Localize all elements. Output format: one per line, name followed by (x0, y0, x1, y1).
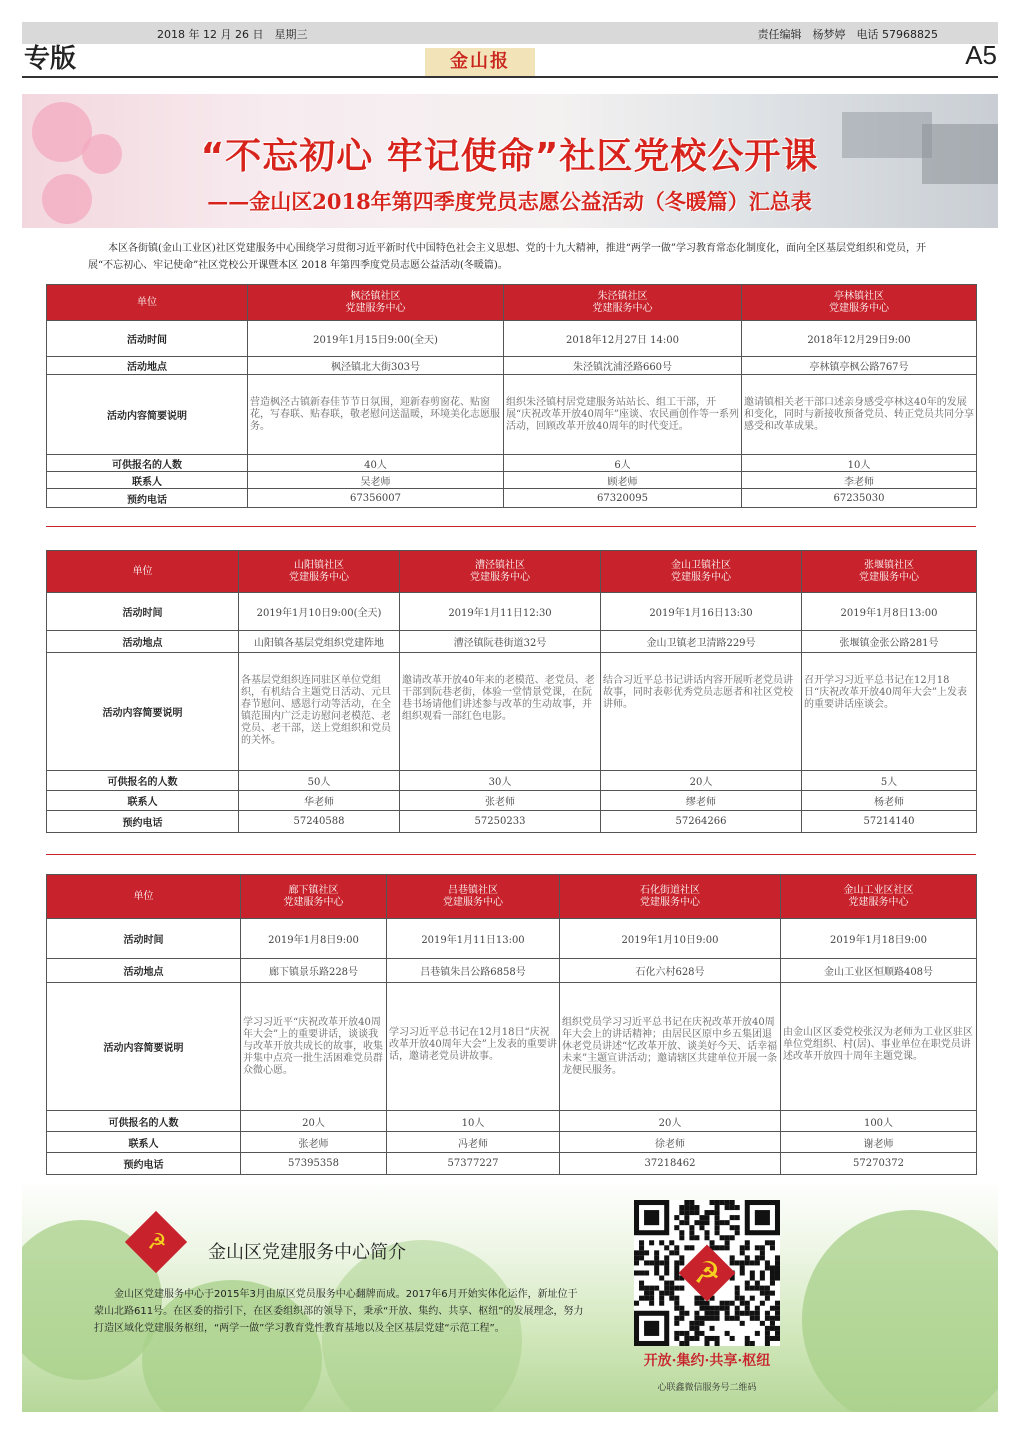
activity-table-2 (46, 550, 977, 833)
phone-cell: 57377227 (387, 1153, 560, 1175)
table-row (47, 472, 977, 489)
contact-cell: 李老师 (742, 472, 977, 489)
unit-label: 单位 (47, 551, 239, 593)
phone-cell: 57250233 (400, 811, 601, 833)
table-row (47, 1153, 977, 1175)
table-row (47, 653, 977, 771)
unit-cell (387, 875, 560, 919)
content-cell: 组织朱泾镇村居党建服务站站长、组工干部，开展“庆祝改革开放40周年”座谈、农民画创作等一系列活动，回顾改革开放40周年的时代变迁。 (504, 375, 742, 455)
content-cell: 组织党员学习习近平总书记在庆祝改革开放40周年大会上的讲话精神；由居民区原中乡五集团退休老党员讲述“忆改革开放、谈美好今天、话幸福未来”主题宣讲活动；邀请辖区共建单位开展一条龙便民服务。 (560, 983, 781, 1111)
table-row (47, 489, 977, 508)
issue-date: 2018 年 12 月 26 日 星期三 (157, 28, 308, 41)
quota-cell: 20人 (241, 1111, 387, 1132)
phone-cell: 67235030 (742, 489, 977, 508)
unit-name: 金山工业区社区 党建服务中心 (843, 884, 914, 908)
unit-name: 金山卫镇社区 党建服务中心 (671, 559, 731, 583)
table-row (47, 1132, 977, 1153)
time-cell: 2019年1月11日12:30 (400, 593, 601, 631)
table-row (47, 983, 977, 1111)
table-row (47, 919, 977, 959)
contact-label: 联系人 (47, 472, 248, 489)
content-cell: 结合习近平总书记讲话内容开展听老党员讲故事，同时表彰优秀党员志愿者和社区党校讲师。 (601, 653, 802, 771)
time-cell: 2019年1月15日9:00(全天) (248, 321, 504, 357)
time-cell: 2019年1月10日9:00(全天) (239, 593, 400, 631)
unit-name: 枫泾镇社区 党建服务中心 (345, 290, 406, 314)
place-label: 活动地点 (47, 631, 239, 653)
unit-cell (504, 285, 742, 321)
contact-label: 联系人 (47, 1132, 241, 1153)
place-cell: 吕巷镇朱吕公路6858号 (387, 959, 560, 983)
contact-cell: 顾老师 (504, 472, 742, 489)
time-cell: 2019年1月8日13:00 (802, 593, 977, 631)
phone-cell: 67320095 (504, 489, 742, 508)
phone-label: 预约电话 (47, 1153, 241, 1175)
content-label: 活动内容简要说明 (47, 983, 241, 1111)
banner-title: “不忘初心 牢记使命”社区党校公开课 (200, 136, 819, 177)
unit-name: 亭林镇社区 党建服务中心 (829, 290, 889, 314)
tree-decoration (802, 1210, 998, 1412)
quota-cell: 10人 (742, 455, 977, 472)
unit-label: 单位 (47, 285, 248, 321)
table-row (47, 375, 977, 455)
place-cell: 亭林镇亭枫公路767号 (742, 357, 977, 375)
quota-cell: 20人 (560, 1111, 781, 1132)
content-cell: 邀请镇相关老干部口述亲身感受亭林这40年的发展和变化，同时与新接收预备党员、转正党员共同分享感受和改革成果。 (742, 375, 977, 455)
unit-name: 朱泾镇社区 党建服务中心 (592, 290, 653, 314)
content-label: 活动内容简要说明 (47, 375, 248, 455)
unit-cell (781, 875, 977, 919)
unit-cell (802, 551, 977, 593)
paper-masthead: 金山报 (425, 48, 535, 76)
table-row (47, 357, 977, 375)
contact-cell: 谢老师 (781, 1132, 977, 1153)
table-row (47, 631, 977, 653)
top-info-bar (22, 22, 998, 44)
intro-paragraph: 本区各街镇(金山工业区)社区党建服务中心围绕学习贯彻习近平新时代中国特色社会主义思想、党的十九大精神，推进“两学一做”学习教育常态化制度化，面向全区基层党组织和党员，开展“不忘初心、牢记使命”社区党校公开课暨本区 2018 年第四季度党员志愿公益活动(冬暖篇)。 (88, 243, 927, 271)
place-cell: 石化六村628号 (560, 959, 781, 983)
table-separator (46, 854, 976, 855)
table-row (47, 875, 977, 919)
table-row (47, 593, 977, 631)
table-row (47, 1111, 977, 1132)
place-cell: 金山卫镇老卫清路229号 (601, 631, 802, 653)
slogan-text: 开放·集约·共享·枢纽 (643, 1353, 771, 1369)
center-intro-text: 金山区党建服务中心于2015年3月由原区党员服务中心翻牌而成。2017年6月开始实体化运作，新址位于蒙山北路611号。在区委的指引下，在区委组织部的领导下，秉承“开放、集约、共享、枢纽”的发展理念，努力打造区域化党建服务枢纽，“两学一做”学习教育党性教育基地以及全区基层党建“示范工程”。 (94, 1289, 584, 1334)
time-cell: 2019年1月16日13:30 (601, 593, 802, 631)
place-cell: 山阳镇各基层党组织党建阵地 (239, 631, 400, 653)
place-cell: 张堰镇金张公路281号 (802, 631, 977, 653)
unit-label: 单位 (47, 875, 241, 919)
contact-cell: 张老师 (400, 791, 601, 811)
phone-cell: 37218462 (560, 1153, 781, 1175)
table-row (47, 321, 977, 357)
table-row (47, 285, 977, 321)
table-row (47, 959, 977, 983)
contact-label: 联系人 (47, 791, 239, 811)
party-emblem-icon: ☭ (147, 1230, 167, 1255)
contact-cell: 杨老师 (802, 791, 977, 811)
qr-caption: 心联鑫微信服务号二维码 (657, 1383, 757, 1393)
unit-name: 石化街道社区 党建服务中心 (640, 884, 700, 908)
quota-cell: 50人 (239, 771, 400, 791)
place-label: 活动地点 (47, 357, 248, 375)
contact-cell: 张老师 (241, 1132, 387, 1153)
phone-label: 预约电话 (47, 489, 248, 508)
quota-cell: 30人 (400, 771, 601, 791)
quota-label: 可供报名的人数 (47, 455, 248, 472)
quota-cell: 5人 (802, 771, 977, 791)
time-cell: 2019年1月11日13:00 (387, 919, 560, 959)
time-cell: 2018年12月29日9:00 (742, 321, 977, 357)
header-rule (22, 76, 998, 78)
center-intro-title: 金山区党建服务中心简介 (208, 1242, 406, 1263)
activity-table-3 (46, 874, 977, 1175)
qr-code[interactable] (634, 1200, 780, 1346)
content-cell: 邀请改革开放40年来的老模范、老党员、老干部到阮巷老街，体验一堂情景党课，在阮巷书场请他们讲述参与改革的生动故事，并组织观看一部红色电影。 (400, 653, 601, 771)
content-label: 活动内容简要说明 (47, 653, 239, 771)
place-cell: 朱泾镇沈浦泾路660号 (504, 357, 742, 375)
page-number: A5 (965, 40, 997, 70)
banner-subtitle: ——金山区2018年第四季度党员志愿公益活动（冬暖篇）汇总表 (207, 189, 812, 214)
unit-cell (248, 285, 504, 321)
phone-cell: 67356007 (248, 489, 504, 508)
quota-cell: 10人 (387, 1111, 560, 1132)
unit-name: 廊下镇社区 党建服务中心 (283, 884, 344, 908)
phone-cell: 57395358 (241, 1153, 387, 1175)
unit-cell (400, 551, 601, 593)
unit-name: 张堰镇社区 党建服务中心 (859, 559, 919, 583)
phone-cell: 57240588 (239, 811, 400, 833)
unit-name: 山阳镇社区 党建服务中心 (289, 559, 349, 583)
quota-cell: 40人 (248, 455, 504, 472)
table-row (47, 771, 977, 791)
phone-label: 预约电话 (47, 811, 239, 833)
quota-label: 可供报名的人数 (47, 1111, 241, 1132)
table-separator (46, 526, 976, 527)
content-cell: 学习习近平“庆祝改革开放40周年大会”上的重要讲话，谈谈我与改革开放共成长的故事，收集并集中点亮一批生活困难党员群众微心愿。 (241, 983, 387, 1111)
time-cell: 2019年1月18日9:00 (781, 919, 977, 959)
quota-cell: 100人 (781, 1111, 977, 1132)
table-row (47, 791, 977, 811)
section-name: 专版 (24, 44, 77, 74)
phone-cell: 57214140 (802, 811, 977, 833)
place-cell: 金山工业区恒顺路408号 (781, 959, 977, 983)
place-cell: 廊下镇景乐路228号 (241, 959, 387, 983)
content-cell: 各基层党组织连同驻区单位党组织，有机结合主题党日活动、元旦春节慰问、感恩行动等活动，在全镇范围内广泛走访慰问老模范、老党员、老干部，送上党组织和党员的关怀。 (239, 653, 400, 771)
contact-cell: 缪老师 (601, 791, 802, 811)
contact-cell: 冯老师 (387, 1132, 560, 1153)
unit-name: 漕泾镇社区 党建服务中心 (470, 559, 530, 583)
table-row (47, 455, 977, 472)
time-cell: 2019年1月10日9:00 (560, 919, 781, 959)
unit-cell (742, 285, 977, 321)
content-cell: 由金山区区委党校张汉为老师为工业区驻区单位党组织、村(居)、事业单位在职党员讲述改革开放四十周年主题党课。 (781, 983, 977, 1111)
unit-cell (239, 551, 400, 593)
contact-cell: 华老师 (239, 791, 400, 811)
content-cell: 学习习近平总书记在12月18日“庆祝改革开放40周年大会”上发表的重要讲话，邀请老党员讲故事。 (387, 983, 560, 1111)
unit-cell (560, 875, 781, 919)
quota-cell: 20人 (601, 771, 802, 791)
time-label: 活动时间 (47, 321, 248, 357)
unit-name: 吕巷镇社区 党建服务中心 (443, 884, 503, 908)
time-label: 活动时间 (47, 919, 241, 959)
time-label: 活动时间 (47, 593, 239, 631)
activity-table-1 (46, 284, 977, 508)
place-label: 活动地点 (47, 959, 241, 983)
time-cell: 2019年1月8日9:00 (241, 919, 387, 959)
svg-text:☭: ☭ (693, 1256, 721, 1292)
editor-info: 责任编辑 杨梦婷 电话 57968825 (757, 28, 938, 41)
content-cell: 召开学习习近平总书记在12月18日“庆祝改革开放40周年大会”上发表的重要讲话座谈会。 (802, 653, 977, 771)
phone-cell: 57264266 (601, 811, 802, 833)
place-cell: 漕泾镇阮巷街道32号 (400, 631, 601, 653)
phone-cell: 57270372 (781, 1153, 977, 1175)
content-cell: 营造枫泾古镇新春佳节节日氛围，迎新春剪窗花、贴窗花，写春联、贴春联，敬老慰问送温暖，环境美化志愿服务。 (248, 375, 504, 455)
time-cell: 2018年12月27日 14:00 (504, 321, 742, 357)
table-row (47, 551, 977, 593)
unit-cell (601, 551, 802, 593)
contact-cell: 徐老师 (560, 1132, 781, 1153)
unit-cell (241, 875, 387, 919)
table-row (47, 811, 977, 833)
place-cell: 枫泾镇北大街303号 (248, 357, 504, 375)
quota-label: 可供报名的人数 (47, 771, 239, 791)
contact-cell: 吴老师 (248, 472, 504, 489)
quota-cell: 6人 (504, 455, 742, 472)
